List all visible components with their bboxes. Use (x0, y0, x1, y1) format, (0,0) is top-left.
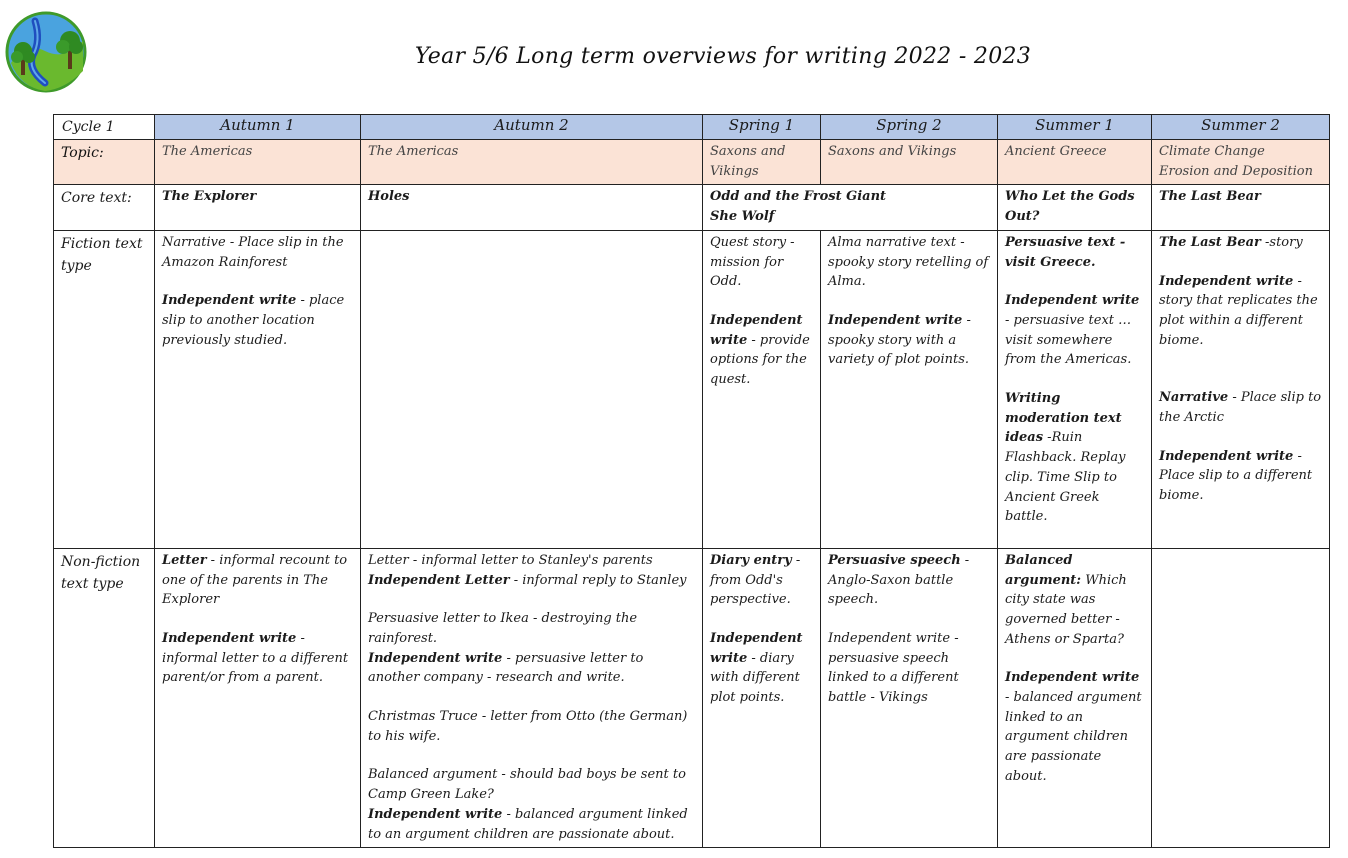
topic-summer-2-line-1: Climate Change (1159, 144, 1265, 159)
nonfiction-autumn-2-line-2: - informal reply to Stanley (509, 572, 687, 588)
header-cycle: Cycle 1 (54, 115, 155, 140)
fiction-summer-2-text-1: -story (1260, 234, 1303, 250)
fiction-autumn-1-bold-2: Independent write (162, 293, 297, 309)
core-autumn-2-title: Holes (368, 189, 410, 205)
core-text-label: Core text: (54, 185, 155, 230)
fiction-autumn-1-text-1: Narrative - Place slip in the Amazon Rainforest (162, 234, 344, 270)
nonfiction-summer-1-bold-1: Balanced argument: (1005, 552, 1082, 588)
core-autumn-2 (361, 185, 703, 230)
fiction-summer-2-bold-2: Independent write (1159, 273, 1294, 289)
core-summer-2-title: The Last Bear (1159, 189, 1261, 205)
core-summer-2 (1152, 185, 1330, 230)
nonfiction-autumn-2-bold-2: Independent Letter (368, 572, 510, 588)
fiction-summer-2-bold-1: The Last Bear (1159, 234, 1261, 250)
fiction-autumn-1 (155, 230, 361, 548)
nonfiction-spring-2-bold-1: Persuasive speech (828, 552, 961, 568)
nonfiction-spring-1 (703, 548, 821, 847)
nonfiction-autumn-2-bold-4: Independent write (368, 650, 503, 666)
topic-spring-2: Saxons and Vikings (821, 140, 998, 185)
fiction-summer-2-bold-3: Narrative (1159, 390, 1229, 406)
nonfiction-summer-1 (998, 548, 1152, 847)
nonfiction-autumn-2-text-6: Balanced argument - should bad boys be sent to Camp Green Lake? (368, 767, 686, 803)
topic-summer-2-line-2: Erosion and Deposition (1159, 163, 1313, 179)
header-autumn-2: Autumn 2 (361, 115, 703, 140)
fiction-summer-2 (1152, 230, 1330, 548)
core-text-row (54, 185, 1330, 230)
nonfiction-spring-1-bold-2: Independent write (710, 630, 803, 666)
nonfiction-spring-2-text-1: - Anglo-Saxon battle speech. (828, 552, 970, 608)
fiction-autumn-1-text-2: - place slip to another location previously studied. (162, 293, 345, 348)
topic-spring-1: Saxons and Vikings (703, 140, 821, 185)
fiction-spring-2-text-1: Alma narrative text - spooky story retelling of Alma. (828, 234, 989, 290)
nonfiction-autumn-1-bold-2: Independent write (162, 630, 297, 646)
nonfiction-summer-2 (1152, 548, 1330, 847)
nonfiction-autumn-2 (361, 548, 703, 847)
core-autumn-1-title: The Explorer (162, 189, 257, 205)
header-autumn-1: Autumn 1 (155, 115, 361, 140)
core-spring-title-1: Odd and the Frost Giant (710, 189, 887, 205)
header-spring-1: Spring 1 (703, 115, 821, 140)
topic-label: Topic: (54, 140, 155, 185)
nonfiction-autumn-1 (155, 548, 361, 847)
nonfiction-spring-2-text-2: Independent write - persuasive speech linked to a different battle - Vikings (828, 630, 959, 706)
fiction-spring-1-bold-2: Independent write (710, 312, 803, 348)
fiction-spring-2 (821, 230, 998, 548)
fiction-autumn-2 (361, 230, 703, 548)
nonfiction-summer-1-text-1: Which city state was governed better - Athens or Sparta? (1005, 572, 1127, 647)
fiction-summer-2-text-2: - story that replicates the plot within a different biome. (1159, 273, 1318, 348)
fiction-summer-2-bold-4: Independent write (1159, 448, 1294, 464)
header-summer-1: Summer 1 (998, 115, 1152, 140)
nonfiction-summer-1-text-2: - balanced argument linked to an argument children are passionate about. (1005, 690, 1142, 784)
fiction-summer-1 (998, 230, 1152, 548)
nonfiction-spring-2 (821, 548, 998, 847)
topic-summer-1: Ancient Greece (998, 140, 1152, 185)
nonfiction-autumn-2-text-3: Persuasive letter to Ikea - destroying the rainforest. (368, 611, 638, 646)
nonfiction-spring-1-text-2: - diary with different plot points. (710, 650, 800, 706)
core-spring-title-2: She Wolf (710, 209, 775, 225)
core-summer-1-title: Who Let the Gods Out? (1005, 189, 1135, 225)
nonfiction-spring-1-bold-1: Diary entry (710, 552, 792, 568)
nonfiction-autumn-1-text-1: - informal recount to one of the parents in The Explorer (162, 552, 348, 608)
nonfiction-autumn-1-bold-1: Letter (162, 552, 207, 568)
core-spring (703, 185, 998, 230)
nonfiction-spring-1-text-1: - from Odd's perspective. (710, 552, 801, 608)
fiction-summer-1-text-3: -Ruin Flashback. Replay clip. Time Slip to Ancient Greek battle. (1005, 430, 1126, 525)
fiction-summer-2-text-4: - Place slip to a different biome. (1159, 448, 1313, 504)
nonfiction-summer-1-bold-2: Independent write (1005, 670, 1140, 686)
nonfiction-label: Non-fiction text type (54, 548, 155, 847)
nonfiction-row (54, 548, 1330, 847)
fiction-summer-1-text-2: - persuasive text … visit somewhere from the Americas. (1005, 312, 1132, 368)
core-summer-1 (998, 185, 1152, 230)
fiction-summer-2-text-3: - Place slip to the Arctic (1159, 390, 1322, 426)
topic-autumn-2: The Americas (361, 140, 703, 185)
topic-autumn-1: The Americas (155, 140, 361, 185)
topic-summer-2 (1152, 140, 1330, 185)
nonfiction-autumn-1-text-2: - informal letter to a different parent/or from a parent. (162, 630, 349, 686)
fiction-spring-1-text-2: - provide options for the quest. (710, 332, 810, 388)
page-title: Year 5/6 Long term overviews for writing 2022 - 2023 (414, 44, 1032, 69)
header-summer-2: Summer 2 (1152, 115, 1330, 140)
nonfiction-autumn-2-line-1: Letter - informal letter to Stanley's parents (368, 552, 653, 568)
nonfiction-autumn-2-text-7: - balanced argument linked to an argument children are passionate about. (368, 806, 688, 842)
fiction-row (54, 230, 1330, 548)
nonfiction-autumn-2-text-5: Christmas Truce - letter from Otto (the German) to his wife. (368, 709, 688, 744)
core-autumn-1 (155, 185, 361, 230)
fiction-summer-1-bold-3: Writing moderation text ideas (1005, 391, 1122, 446)
fiction-spring-1-text-1: Quest story - mission for Odd. (710, 234, 795, 290)
header-spring-2: Spring 2 (821, 115, 998, 140)
fiction-summer-1-bold-2: Independent write (1005, 293, 1140, 309)
nonfiction-autumn-2-text-4: - persuasive letter to another company - research and write. (368, 650, 644, 686)
fiction-spring-2-bold-2: Independent write (828, 312, 963, 328)
topic-row (54, 140, 1330, 185)
writing-overview-table (53, 114, 1330, 848)
fiction-spring-2-text-2: - spooky story with a variety of plot points. (828, 312, 971, 368)
header-row (54, 115, 1330, 140)
nonfiction-autumn-2-bold-7: Independent write (368, 806, 503, 822)
fiction-spring-1 (703, 230, 821, 548)
fiction-summer-1-bold-1: Persuasive text - visit Greece. (1005, 234, 1126, 270)
fiction-label: Fiction text type (54, 230, 155, 548)
